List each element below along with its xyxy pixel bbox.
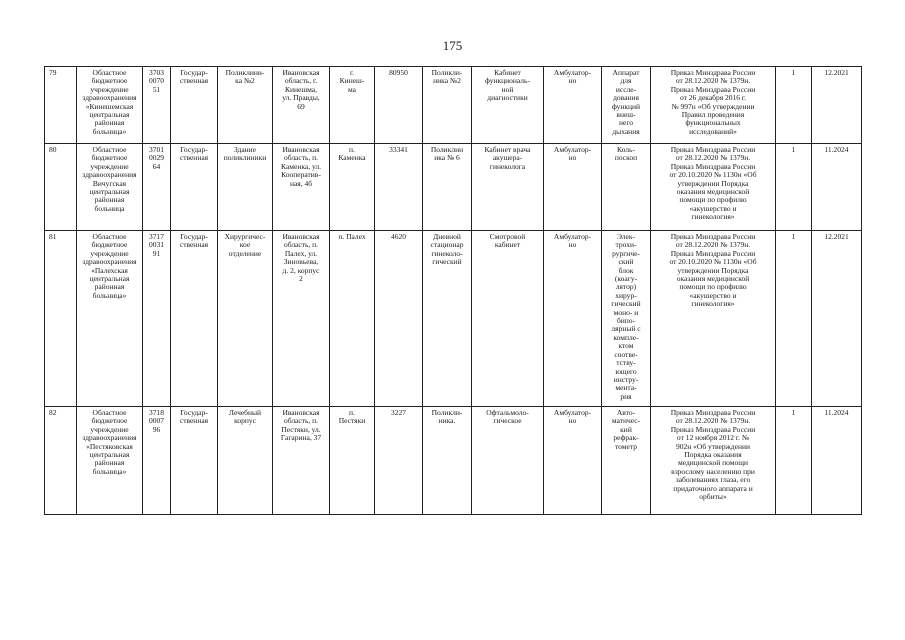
department-cell: Поликли- ника. — [423, 407, 472, 515]
population-cell: 80950 — [375, 67, 423, 144]
address-cell: Ивановская область, п. Каменка, ул. Кооператив- ная, 4б — [273, 144, 330, 231]
department-cell: Дневной стационар гинеколо- гический — [423, 231, 472, 407]
address-cell: Ивановская область, г. Кинешма, ул. Правды, 69 — [273, 67, 330, 144]
locality-cell: г. Кинеш- ма — [330, 67, 375, 144]
room-cell: Кабинет врача акушера- гинеколога — [472, 144, 544, 231]
registry-table — [44, 66, 862, 515]
department-cell: Поликли- ника №2 — [423, 67, 472, 144]
date-cell: 11.2024 — [812, 144, 862, 231]
code-cell: 3717 0031 91 — [143, 231, 171, 407]
equipment-cell: Аппарат для иссле- дования функций внеш- него дыхания — [602, 67, 651, 144]
date-cell: 11.2024 — [812, 407, 862, 515]
code-cell: 3701 0029 64 — [143, 144, 171, 231]
locality-cell: п. Палех — [330, 231, 375, 407]
table-row — [45, 231, 862, 407]
unit-cell: Здание поликлиники — [218, 144, 273, 231]
unit-cell: Лечебный корпус — [218, 407, 273, 515]
row-number: 82 — [45, 407, 77, 515]
locality-cell: п. Пестяки — [330, 407, 375, 515]
address-cell: Ивановская область, п. Палех, ул. Зиновьева, д. 2, корпус 2 — [273, 231, 330, 407]
unit-cell: Хирургичес- кое отделение — [218, 231, 273, 407]
organization-cell: Областное бюджетное учреждение здравоохранения «Пестяковская центральная районная больница» — [77, 407, 143, 515]
room-cell: Смотровой кабинет — [472, 231, 544, 407]
row-number: 79 — [45, 67, 77, 144]
ownership-cell: Государ- ственная — [171, 67, 218, 144]
care-type-cell: Амбулатор- но — [544, 231, 602, 407]
ownership-cell: Государ- ственная — [171, 144, 218, 231]
page-number: 175 — [442, 38, 463, 53]
quantity-cell: 1 — [776, 67, 812, 144]
unit-cell: Поликлини- ка №2 — [218, 67, 273, 144]
population-cell: 33341 — [375, 144, 423, 231]
population-cell: 3227 — [375, 407, 423, 515]
organization-cell: Областное бюджетное учреждение здравоохранения «Палехская центральная районная больница» — [77, 231, 143, 407]
quantity-cell: 1 — [776, 231, 812, 407]
equipment-cell: Коль- поскоп — [602, 144, 651, 231]
care-type-cell: Амбулатор- но — [544, 407, 602, 515]
row-number: 80 — [45, 144, 77, 231]
care-type-cell: Амбулатор- но — [544, 67, 602, 144]
quantity-cell: 1 — [776, 407, 812, 515]
organization-cell: Областное бюджетное учреждение здравоохранения Вичугская центральная районная больница — [77, 144, 143, 231]
orders-cell: Приказ Минздрава России от 28.12.2020 № 1379н. Приказ Минздрава России от 20.10.2020 № 1130н «Об утверждении Порядка оказания медицинской помощи по профилю «акушерство и гинекология» — [651, 231, 776, 407]
code-cell: 3718 0007 96 — [143, 407, 171, 515]
table-row — [45, 144, 862, 231]
orders-cell: Приказ Минздрава России от 28.12.2020 № 1379н. Приказ Минздрава России от 12 ноября 2012 г. № 902н «Об утверждении Порядка оказания медицинской помощи взрослому населению при заболеваниях глаза, его придаточного аппарата и орбиты» — [651, 407, 776, 515]
date-cell: 12.2021 — [812, 231, 862, 407]
equipment-cell: Авто- матичес- кий рефрак- тометр — [602, 407, 651, 515]
code-cell: 3703 0070 51 — [143, 67, 171, 144]
organization-cell: Областное бюджетное учреждение здравоохранения «Кинешемская центральная районная больница» — [77, 67, 143, 144]
orders-cell: Приказ Минздрава России от 28.12.2020 № 1379н. Приказ Минздрава России от 20.10.2020 № 1130н «Об утверждении Порядка оказания медицинской помощи по профилю «акушерство и гинекология» — [651, 144, 776, 231]
orders-cell: Приказ Минздрава России от 28.12.2020 № 1379н. Приказ Минздрава России от 26 декабря 2016 г. № 997н «Об утверждении Правил проведения функциональных исследований» — [651, 67, 776, 144]
care-type-cell: Амбулатор- но — [544, 144, 602, 231]
table-row — [45, 67, 862, 144]
table-row — [45, 407, 862, 515]
ownership-cell: Государ- ственная — [171, 231, 218, 407]
date-cell: 12.2021 — [812, 67, 862, 144]
population-cell: 4620 — [375, 231, 423, 407]
equipment-cell: Элек- трохи- рургиче- ский блок (коагу- лятор) хирур- гический моно- и бипо- лярный с компле- ктом соотве- тству- ющего инстру- мента- рия — [602, 231, 651, 407]
ownership-cell: Государ- ственная — [171, 407, 218, 515]
room-cell: Кабинет функциональ- ной диагностики — [472, 67, 544, 144]
department-cell: Поликлин ика № 6 — [423, 144, 472, 231]
quantity-cell: 1 — [776, 144, 812, 231]
row-number: 81 — [45, 231, 77, 407]
address-cell: Ивановская область, п. Пестяки, ул. Гагарина, 37 — [273, 407, 330, 515]
locality-cell: п. Каменка — [330, 144, 375, 231]
room-cell: Офтальмоло- гическое — [472, 407, 544, 515]
